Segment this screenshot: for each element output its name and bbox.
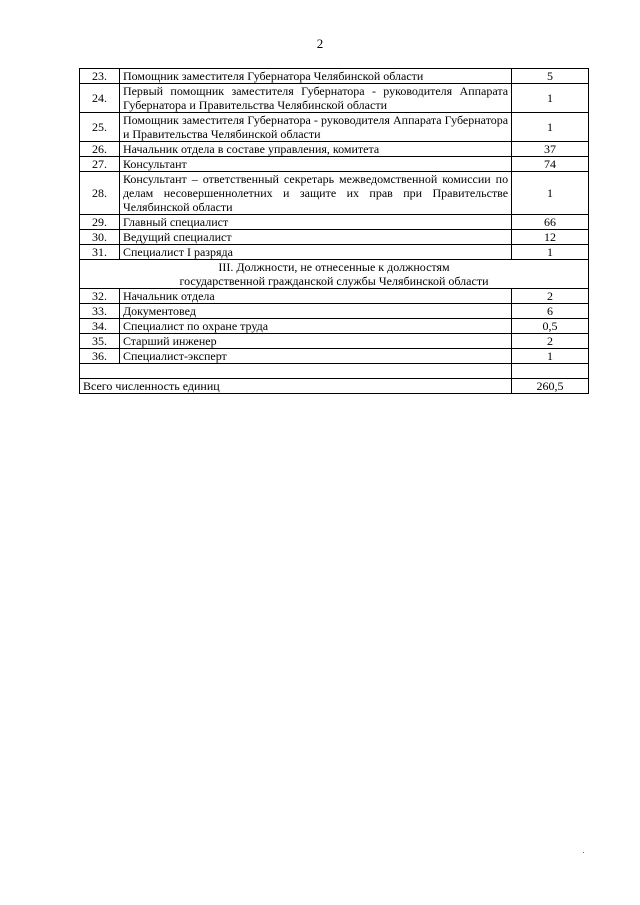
staff-table bbox=[79, 68, 589, 394]
staff-count: 1 bbox=[512, 245, 589, 260]
staff-count: 1 bbox=[512, 349, 589, 364]
table-row bbox=[80, 349, 589, 364]
position-title: Помощник заместителя Губернатора Челябинской области bbox=[119, 69, 511, 84]
staff-count: 37 bbox=[512, 142, 589, 157]
table-row bbox=[80, 113, 589, 142]
position-title: Главный специалист bbox=[119, 215, 511, 230]
staff-count: 66 bbox=[512, 215, 589, 230]
row-number: 25. bbox=[80, 113, 120, 142]
table-row bbox=[80, 230, 589, 245]
row-number: 29. bbox=[80, 215, 120, 230]
row-number: 36. bbox=[80, 349, 120, 364]
section-heading-line-2: государственной гражданской службы Челябинской области bbox=[179, 274, 489, 288]
table-row bbox=[80, 319, 589, 334]
position-title: Начальник отдела bbox=[119, 289, 511, 304]
table-row bbox=[80, 215, 589, 230]
row-number: 23. bbox=[80, 69, 120, 84]
position-title: Специалист I разряда bbox=[119, 245, 511, 260]
row-number: 35. bbox=[80, 334, 120, 349]
position-title: Специалист-эксперт bbox=[119, 349, 511, 364]
position-title: Консультант bbox=[119, 157, 511, 172]
empty-row bbox=[80, 364, 589, 379]
row-number: 27. bbox=[80, 157, 120, 172]
section-heading-line-1: III. Должности, не отнесенные к должностям bbox=[218, 260, 450, 274]
table-row bbox=[80, 157, 589, 172]
section-header-row bbox=[80, 260, 589, 289]
row-number: 26. bbox=[80, 142, 120, 157]
table-row bbox=[80, 172, 589, 215]
row-number: 34. bbox=[80, 319, 120, 334]
position-title: Специалист по охране труда bbox=[119, 319, 511, 334]
empty-cell bbox=[512, 364, 589, 379]
table-row bbox=[80, 334, 589, 349]
staff-count: 2 bbox=[512, 289, 589, 304]
table-row bbox=[80, 289, 589, 304]
staff-count: 2 bbox=[512, 334, 589, 349]
position-title: Консультант – ответственный секретарь межведомственной комиссии по делам несовершеннолетних и защите их прав при Правительстве Челябинской области bbox=[119, 172, 511, 215]
staff-count: 12 bbox=[512, 230, 589, 245]
total-row bbox=[80, 379, 589, 394]
row-number: 28. bbox=[80, 172, 120, 215]
row-number: 33. bbox=[80, 304, 120, 319]
total-label: Всего численность единиц bbox=[80, 379, 512, 394]
position-title: Ведущий специалист bbox=[119, 230, 511, 245]
staff-count: 1 bbox=[512, 113, 589, 142]
section-heading bbox=[80, 260, 589, 289]
staff-count: 6 bbox=[512, 304, 589, 319]
row-number: 30. bbox=[80, 230, 120, 245]
page-number: 2 bbox=[316, 36, 324, 51]
table-row bbox=[80, 69, 589, 84]
position-title: Начальник отдела в составе управления, комитета bbox=[119, 142, 511, 157]
total-count: 260,5 bbox=[512, 379, 589, 394]
row-number: 32. bbox=[80, 289, 120, 304]
table-row bbox=[80, 245, 589, 260]
staff-count: 1 bbox=[512, 172, 589, 215]
position-title: Помощник заместителя Губернатора - руководителя Аппарата Губернатора и Правительства Челябинской области bbox=[119, 113, 511, 142]
table-row bbox=[80, 84, 589, 113]
row-number: 31. bbox=[80, 245, 120, 260]
row-number: 24. bbox=[80, 84, 120, 113]
position-title: Первый помощник заместителя Губернатора - руководителя Аппарата Губернатора и Правительства Челябинской области bbox=[119, 84, 511, 113]
table-row bbox=[80, 304, 589, 319]
scan-speck bbox=[583, 852, 584, 853]
position-title: Документовед bbox=[119, 304, 511, 319]
position-title: Старший инженер bbox=[119, 334, 511, 349]
table-row bbox=[80, 142, 589, 157]
empty-cell bbox=[80, 364, 512, 379]
staff-count: 74 bbox=[512, 157, 589, 172]
staff-count: 1 bbox=[512, 84, 589, 113]
staff-count: 0,5 bbox=[512, 319, 589, 334]
staff-count: 5 bbox=[512, 69, 589, 84]
